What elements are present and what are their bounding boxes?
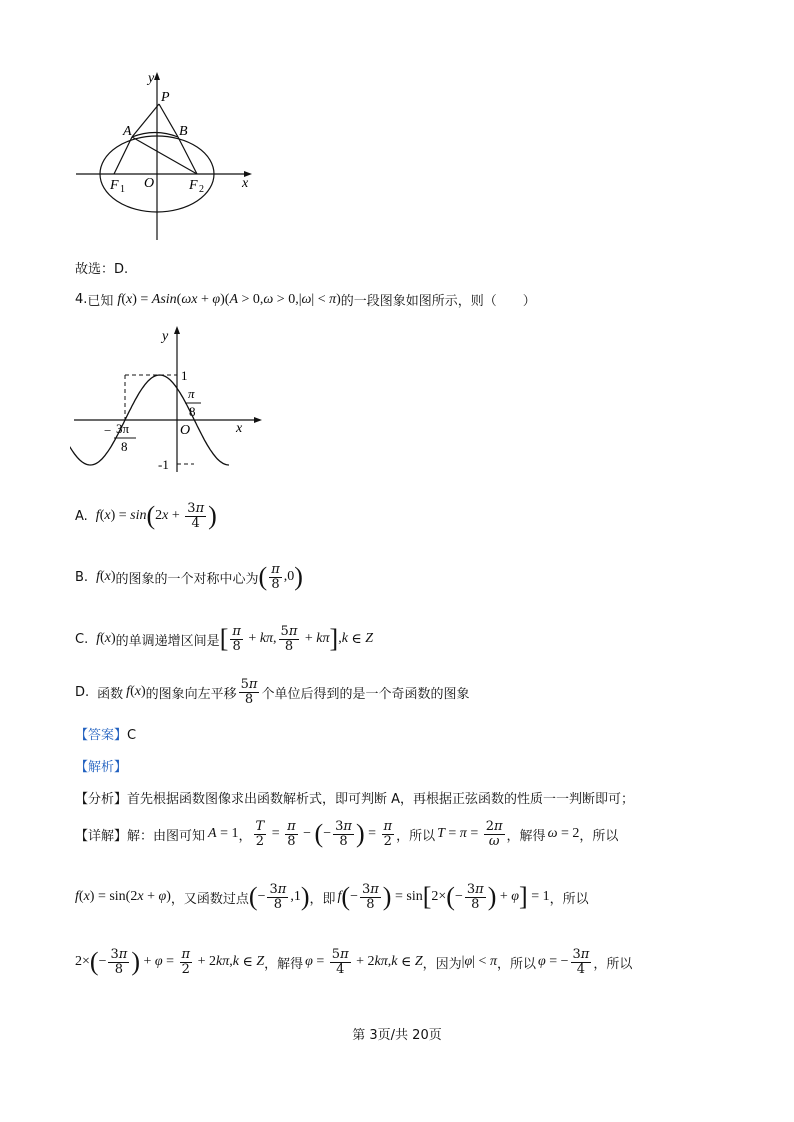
answer-line bbox=[75, 724, 136, 743]
option-d-middle: 的图象向左平移 bbox=[145, 686, 237, 702]
point-b-label: B bbox=[179, 124, 188, 139]
question-known: 已知 bbox=[87, 294, 114, 309]
question-4-stem: 4. 已知 f ( x ) = A sin ( ωx + φ )( A > 0, ω > 0,| ω | < π ) 的一段图象如图所示，则（ ） bbox=[75, 291, 536, 309]
detail-line-2: f ( x ) = sin(2 x + φ ) ，又函数过点 ( − $\frac{3\pi}{8}$ ,1 ) ，即 f ( − $\frac{3\pi}{8}$ ) = sin [ 2× ( − $\frac{3\pi}{8}$ ) + φ ] = 1 ，所以 bbox=[75, 882, 589, 912]
page-footer: 第 3页/共 20页 bbox=[352, 1028, 442, 1043]
answer-tag: 【答案】 bbox=[75, 728, 128, 743]
option-d-prefix: 函数 bbox=[97, 686, 124, 702]
fenxi-line bbox=[75, 788, 634, 807]
previous-answer: 故选：D. bbox=[75, 262, 129, 277]
point-p-label: P bbox=[161, 90, 170, 105]
origin-label: O bbox=[144, 176, 155, 191]
f2-subscript: 2 bbox=[199, 184, 204, 195]
detail-line3-text-d: ，所以 bbox=[593, 956, 633, 972]
option-a-letter: A. bbox=[75, 508, 88, 524]
tick-neg-sign: − bbox=[104, 423, 112, 438]
detail-text-3: ，解得 bbox=[506, 828, 546, 844]
option-a: A. f ( x ) = sin ( 2 x + $\frac{3\pi}{4}$ ) bbox=[75, 501, 217, 531]
analysis-tag: 【解析】 bbox=[75, 760, 128, 775]
option-b-text: 的图象的一个对称中心为 bbox=[115, 571, 259, 587]
option-b-letter: B. bbox=[75, 569, 89, 585]
detail-text-1: 解：由图可知 bbox=[127, 828, 206, 844]
option-d-suffix: 个单位后得到的是一个奇函数的图象 bbox=[261, 686, 470, 702]
sine-graph-figure bbox=[70, 322, 280, 482]
point-a-label: A bbox=[123, 124, 132, 139]
fenxi-text: 首先根据函数图像求出函数解析式，即可判断 A，再根据正弦函数的性质一一判断即可； bbox=[127, 792, 635, 807]
tick-pi-over-8-num: π bbox=[188, 386, 195, 401]
y-axis-label: y bbox=[162, 329, 169, 344]
detail-tag: 【详解】 bbox=[75, 828, 128, 844]
option-d: D. 函数 f ( x ) 的图象向左平移 $\frac{5\pi}{8}$ 个单位后得到的是一个奇函数的图象 bbox=[75, 677, 470, 707]
question-number: 4. bbox=[75, 292, 88, 307]
answer-value: C bbox=[127, 728, 137, 743]
tick-3pi-over-8-den: 8 bbox=[121, 439, 128, 454]
detail-line3-text-b: ，因为 bbox=[422, 956, 462, 972]
detail-line2-text-b: ，即 bbox=[309, 891, 336, 907]
option-c: C. f ( x ) 的单调递增区间是 [ $\frac{\pi}{8}$ + kπ , $\frac{5\pi}{8}$ + kπ ] , k ∈ Z bbox=[75, 624, 374, 654]
tick-label-one: 1 bbox=[181, 368, 188, 383]
option-d-letter: D. bbox=[75, 684, 90, 700]
detail-line2-text-c: ，所以 bbox=[549, 891, 589, 907]
tick-label-neg-one: -1 bbox=[158, 457, 169, 472]
y-axis-label: y bbox=[148, 71, 155, 86]
x-axis-label: x bbox=[242, 176, 249, 191]
option-b: B. f ( x ) 的图象的一个对称中心为 ( $\frac{\pi}{8}$ ,0 ) bbox=[75, 562, 303, 592]
detail-line-3: 2× ( − $\frac{3\pi}{8}$ ) + φ = $\frac{\pi}{2}$ + 2 kπ , k ∈ Z ，解得 φ = $\frac{5\pi}{4}$ + 2 kπ , k ∈ Z ，因为 | φ | < π ，所以 φ = − $\frac{3\pi}{4}$ ，所以 bbox=[75, 947, 633, 977]
x-axis-label: x bbox=[236, 421, 243, 436]
origin-label: O bbox=[180, 423, 191, 438]
option-c-letter: C. bbox=[75, 631, 89, 647]
f1-label: F bbox=[110, 178, 119, 193]
option-c-text: 的单调递增区间是 bbox=[115, 633, 220, 649]
detail-line3-text-a: ，解得 bbox=[264, 956, 304, 972]
detail-line-1: 【详解】 解：由图可知 A = 1 ， $\frac{T}{2}$ = $\frac{\pi}{8}$ − ( − $\frac{3\pi}{8}$ ) = $\frac{\pi}{2}$ ，所以 T = π = $\frac{2\pi}{\omega}$ ，解得 ω = 2 ，所以 bbox=[75, 819, 619, 849]
detail-line2-text-a: ，又函数过点 bbox=[170, 891, 249, 907]
ellipse-figure bbox=[70, 68, 260, 248]
detail-text-4: ，所以 bbox=[579, 828, 619, 844]
tick-3pi-over-8-num: 3π bbox=[116, 421, 130, 436]
fenxi-tag: 【分析】 bbox=[75, 792, 128, 807]
detail-line3-text-c: ，所以 bbox=[496, 956, 536, 972]
question-condition: 的一段图象如图所示，则（ ） bbox=[340, 294, 536, 309]
f2-label: F bbox=[189, 178, 198, 193]
tick-pi-over-8-den: 8 bbox=[189, 404, 196, 419]
f1-subscript: 1 bbox=[120, 184, 125, 195]
